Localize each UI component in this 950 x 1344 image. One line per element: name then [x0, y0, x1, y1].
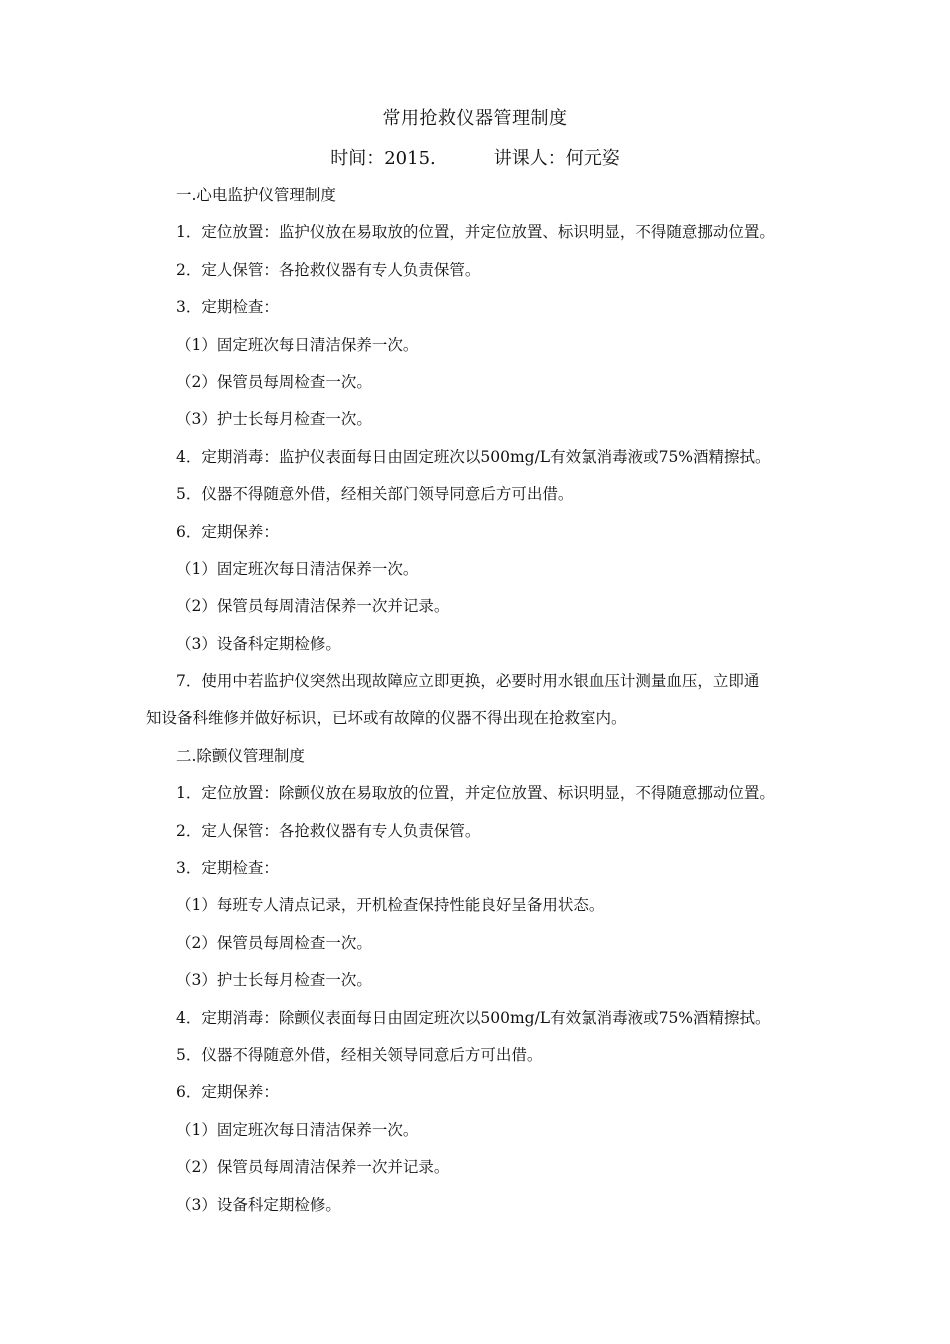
- defib-item-2: 2．定人保管：各抢救仪器有专人负责保管。: [176, 821, 481, 840]
- section-heading-defibrillator: 二.除颤仪管理制度: [176, 746, 305, 765]
- monitor-item-6: 6．定期保养：: [176, 522, 279, 541]
- monitor-item-7-continued: 知设备科维修并做好标识，已坏或有故障的仪器不得出现在抢救室内。: [146, 709, 627, 728]
- monitor-item-3-sub-1: （1）固定班次每日清洁保养一次。: [176, 335, 419, 354]
- defib-item-3-sub-2: （2）保管员每周检查一次。: [176, 933, 372, 952]
- monitor-item-6-sub-3: （3）设备科定期检修。: [176, 634, 341, 653]
- defib-item-6-sub-3: （3）设备科定期检修。: [176, 1195, 341, 1214]
- defib-item-1: 1．定位放置：除颤仪放在易取放的位置，并定位放置、标识明显，不得随意挪动位置。: [176, 784, 775, 803]
- defib-item-6-sub-1: （1）固定班次每日清洁保养一次。: [176, 1120, 419, 1139]
- defib-item-5: 5．仪器不得随意外借，经相关领导同意后方可出借。: [176, 1045, 543, 1064]
- section-heading-monitor: 一.心电监护仪管理制度: [176, 186, 336, 204]
- document-meta: [0, 144, 950, 170]
- monitor-item-6-sub-1: （1）固定班次每日清洁保养一次。: [176, 559, 419, 578]
- time-label: 时间：2015.: [330, 148, 436, 169]
- monitor-item-5: 5．仪器不得随意外借，经相关部门领导同意后方可出借。: [176, 485, 574, 504]
- defib-item-3: 3．定期检查：: [176, 859, 279, 878]
- defib-item-3-sub-3: （3）护士长每月检查一次。: [176, 971, 372, 990]
- monitor-item-6-sub-2: （2）保管员每周清洁保养一次并记录。: [176, 597, 450, 616]
- document-title: 常用抢救仪器管理制度: [382, 108, 568, 129]
- monitor-item-3-sub-2: （2）保管员每周检查一次。: [176, 372, 372, 391]
- monitor-item-3-sub-3: （3）护士长每月检查一次。: [176, 410, 372, 429]
- defib-item-4: 4．定期消毒：除颤仪表面每日由固定班次以500mg/L有效氯消毒液或75%酒精擦拭。: [176, 1008, 771, 1027]
- defib-item-6: 6．定期保养：: [176, 1083, 279, 1102]
- monitor-item-1: 1．定位放置：监护仪放在易取放的位置，并定位放置、标识明显，不得随意挪动位置。: [176, 223, 775, 242]
- monitor-item-4: 4．定期消毒：监护仪表面每日由固定班次以500mg/L有效氯消毒液或75%酒精擦拭。: [176, 447, 771, 466]
- monitor-item-3: 3．定期检查：: [176, 298, 279, 317]
- monitor-item-2: 2．定人保管：各抢救仪器有专人负责保管。: [176, 260, 481, 279]
- defib-item-3-sub-1: （1）每班专人清点记录，开机检查保持性能良好呈备用状态。: [176, 896, 605, 915]
- document-body: [0, 182, 950, 1229]
- speaker-label: 讲课人：何元姿: [493, 148, 620, 169]
- defib-item-6-sub-2: （2）保管员每周清洁保养一次并记录。: [176, 1158, 450, 1177]
- monitor-item-7: 7．使用中若监护仪突然出现故障应立即更换，必要时用水银血压计测量血压，立即通: [176, 672, 760, 691]
